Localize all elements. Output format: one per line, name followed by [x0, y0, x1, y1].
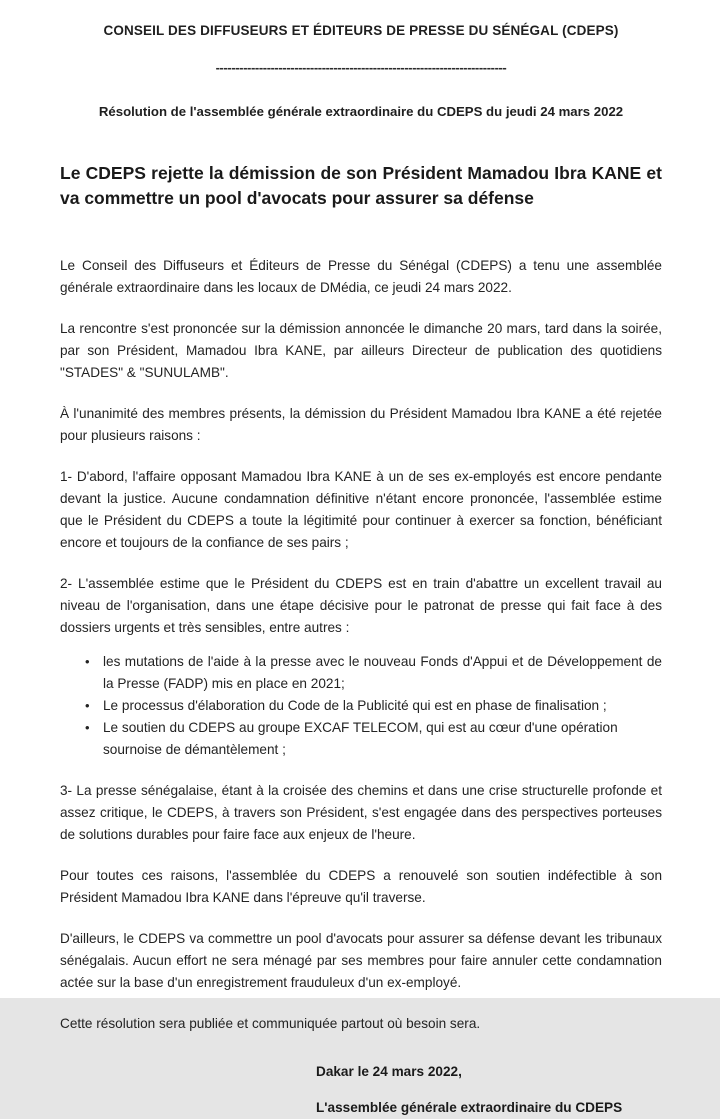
- paragraph-closing: Cette résolution sera publiée et communiquée partout où besoin sera.: [60, 1016, 481, 1032]
- resolution-subtitle: Résolution de l'assemblée générale extraordinaire du CDEPS du jeudi 24 mars 2022: [98, 104, 624, 120]
- headline: Le CDEPS rejette la démission de son Président Mamadou Ibra KANE et va commettre un pool d'avocats pour assurer sa défense: [60, 162, 662, 208]
- paragraph: La rencontre s'est prononcée sur la démission annoncée le dimanche 20 mars, tard dans la soirée, par son Président, Mamadou Ibra KANE, par ailleurs Directeur de publication des quotidiens "STADES" & "SUNULAMB".: [60, 320, 662, 380]
- signature-place-date: Dakar le 24 mars 2022,: [316, 1064, 462, 1080]
- list-item: • Le soutien du CDEPS au groupe EXCAF TELECOM, qui est au cœur d'une opération sournoise de démantèlement ;: [60, 717, 662, 761]
- paragraph: À l'unanimité des membres présents, la démission du Président Mamadou Ibra KANE a été rejetée pour plusieurs raisons :: [60, 405, 662, 443]
- signature-signatory: L'assemblée générale extraordinaire du CDEPS: [316, 1099, 623, 1115]
- organization-title: CONSEIL DES DIFFUSEURS ET ÉDITEURS DE PRESSE DU SÉNÉGAL (CDEPS): [103, 23, 619, 38]
- paragraph: Pour toutes ces raisons, l'assemblée du CDEPS a renouvelé son soutien indéfectible à son Président Mamadou Ibra KANE dans l'épreuve qu'il traverse.: [60, 867, 662, 905]
- paragraph-reason-2: 2- L'assemblée estime que le Président du CDEPS est en train d'abattre un excellent travail au niveau de l'organisation, dans une étape décisive pour le patronat de presse qui fait face à des dossiers urgents et très sensibles, entre autres :: [60, 575, 662, 635]
- paragraph-reason-1: 1- D'abord, l'affaire opposant Mamadou Ibra KANE à un de ses ex-employés est encore pendante devant la justice. Aucune condamnation définitive n'étant encore prononcée, l'assemblée estime que le Président du CDEPS a toute la légitimité pour continuer à exercer sa fonction, bénéficiant encore et toujours de la confiance de ses pairs ;: [60, 468, 662, 550]
- paragraph: Le Conseil des Diffuseurs et Éditeurs de Presse du Sénégal (CDEPS) a tenu une assemblée générale extraordinaire dans les locaux de DMédia, ce jeudi 24 mars 2022.: [60, 257, 662, 295]
- header-divider: --------------------------------------------------------------------------: [215, 59, 507, 75]
- list-item: • les mutations de l'aide à la presse avec le nouveau Fonds d'Appui et de Développement de la Presse (FADP) mis en place en 2021;: [60, 651, 662, 695]
- paragraph-reason-3: 3- La presse sénégalaise, étant à la croisée des chemins et dans une crise structurelle profonde et assez critique, le CDEPS, à travers son Président, s'est engagée dans des perspectives porteuses de solutions durables pour faire face aux enjeux de l'heure.: [60, 782, 662, 842]
- bullet-list: [60, 639, 662, 761]
- signature-block: [60, 1035, 662, 1119]
- list-item: • Le processus d'élaboration du Code de la Publicité qui est en phase de finalisation ;: [60, 695, 662, 717]
- paragraph: D'ailleurs, le CDEPS va commettre un pool d'avocats pour assurer sa défense devant les tribunaux sénégalais. Aucun effort ne sera ménagé par ses membres pour faire annuler cette condamnation actée sur la base d'un enregistrement frauduleux d'un ex-employé.: [60, 931, 662, 991]
